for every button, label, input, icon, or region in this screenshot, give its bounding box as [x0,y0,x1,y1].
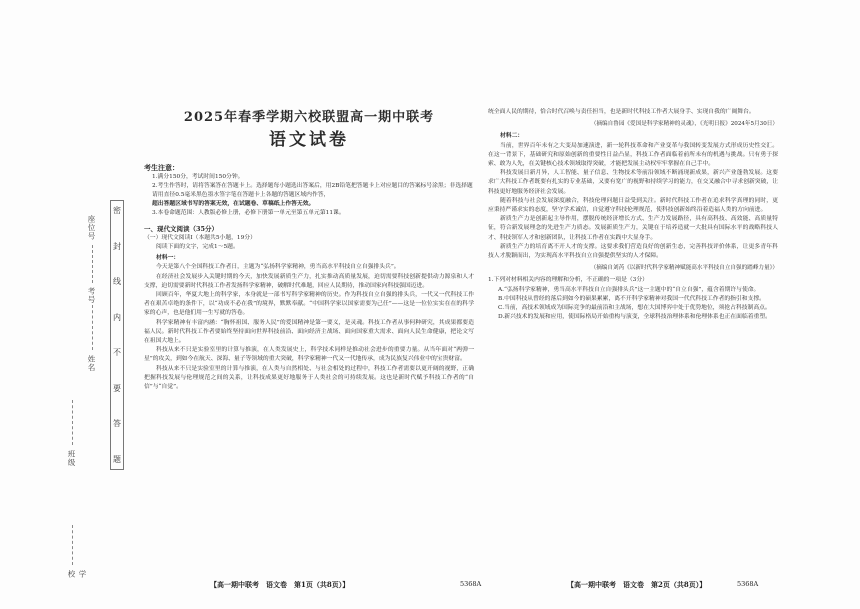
seal-char: 答 [113,419,121,429]
answer-option: B.中国科技从曾经的落后到如今的硕果累累，离不开科学家精神对我国一代代科技工作者的指引和支撑。 [498,295,765,302]
exam-notice [144,163,474,218]
paragraph: 新质生产力的培育离不开人才的支撑。这要求我们营造良好的创新生态，完善科技评价体系，让更多青年科技人才脱颖而出，为实现高水平科技自立自强提供坚实的人才保障。 [488,243,778,260]
footer-label: 【高一期中联考 语文卷 第2页（共8页）】 [567,580,707,589]
paragraph: 回顾百年，华夏大地上的科学家，本身就是一部书写科学家精神的历史。作为科技自立自强的排头兵，一代又一代科技工作者在艰苦卓绝的条件下，以“功成不必在我”的境界，默默奉献。“中国科学家以国家需要为己任”——这是一位位实实在在的科学家的心声，也是他们用一生写就的答卷。 [144,292,474,317]
school-line [72,525,73,565]
name-label: 姓名 [87,355,96,372]
seal-char: 题 [113,454,121,464]
class-line [72,400,73,445]
class-label: 班级 [67,450,76,467]
seal-char: 线 [113,277,121,287]
question-stem: 1.下列对材料相关内容的理解和分析，不正确的一项是（3分） [488,277,648,284]
seal-char: 密 [113,206,121,215]
notice-item: 3.本卷命题范围：人教版必修上册，必修下册第一单元至第五单元第11课。 [152,210,345,217]
answer-option: C.当前，高技术领域成为国际竞争的最前沿和主战场，想在大国博弈中处于优势地位，须抢占科技制高点。 [498,305,771,312]
paragraph: 统全面人民的期待，恰合时代召唤与责任担当，也是新时代科技工作者大展身手、实现自我的广阔舞台。 [488,109,755,115]
paragraph: 今天是第八个全国科技工作者日，主题为“弘扬科学家精神，勇当高水平科技自立自强排头兵”。 [156,264,400,271]
paragraph: 新质生产力是创新起主导作用，摆脱传统经济增长方式、生产力发展路径，具有高科技、高效能、高质量特征，符合新发展理念的先进生产力质态。发展新质生产力，关键在于培养造就一大批具有国际水平的战略科技人才、科技领军人才和创新团队，让科技工作者在实践中大显身手。 [488,216,778,241]
instruction: 阅读下面的文字，完成1～5题。 [156,244,239,251]
paragraph: 科技从来不只是实验室里的计算与推演，在人类与自然相处、与社会相处的过程中，科技工作者需要以更开阔的视野，正确把握科技发展与伦理规范之间的关系，让科技成果更好地服务于人类社会的可持续发展。这也是新时代赋予科技工作者的“自信”与“自觉”。 [144,365,474,391]
notice-item: 2.考生作答时，请将答案答在答题卡上。选择题每小题选出答案后，用2B铅笔把答题卡上对应题目的答案标号涂黑；非选择题请用直径0.5毫米黑色墨水签字笔在答题卡上各题的答题区域内作答， [152,182,473,199]
material-heading: 材料一： [156,255,180,262]
seal-char: 封 [113,241,121,251]
exam-number-line [92,245,93,283]
notice-item-emphasis: 超出答题区域书写的答案无效，在试题卷、草稿纸上作答无效。 [152,201,315,208]
paragraph: 科技从来不只是实验室里的计算与推演，在人类发展史上，科学技术同样是推动社会进步的重要力量。从当年面对“两弹一星”的攻关，到如今在航天、深海、量子等领域的重大突破，科学家精神一代又一代地传承，成为民族复兴伟业中的宝贵财富。 [144,347,474,363]
paragraph: 当前，世界百年未有之大变局加速演进，新一轮科技革命和产业变革与我国转变发展方式形成历史性交汇。在这一背景下，基础研究和原始创新的重要性日益凸显，科技工作者面临着前所未有的机遇与挑战。只有勇于探索、敢为人先，在关键核心技术领域取得突破，才能把发展主动权牢牢掌握在自己手中。 [488,142,778,168]
exam-number-label: 考号 [87,287,96,304]
seat-number-label: 座位号 [87,215,96,241]
notice-heading: 考生注意： [144,163,179,173]
right-page [488,108,778,322]
seal-line-box [110,200,124,470]
subject-title: 语文试卷 [269,130,349,151]
notice-item: 1.满分150分，考试时间150分钟。 [152,173,244,180]
source-citation: （摘编自刘芮《以新时代科学家精神赋能高水平科技自立自强的踏峰力量》） [590,265,778,272]
footer-code: 5368A [460,580,482,588]
school-label: 学校 [67,570,87,579]
section-1 [144,225,474,393]
paragraph: 科学家精神有丰富内涵：“胸怀祖国、服务人民”的爱国精神是第一要义，是灵魂。科技工作者从事何种研究，其成果都要造福人民。新时代科技工作者要始终坚持面向世界科技前沿、面向经济主战场、面向国家重大需求、面向人民生命健康，把论文写在祖国大地上。 [144,319,474,345]
name-line [92,305,93,350]
section-heading: 一、现代文阅读（35分） [144,224,219,233]
footer-code: 5368A [737,580,759,588]
paragraph: 科技发展日新月异，人工智能、量子信息、生物技术等前沿领域不断涌现新成果，新兴产业蓬勃发展。这要求广大科技工作者既要有扎实的专业基础，又要有宽广的视野和持续学习的能力，在交叉融合中寻求创新突破，让科技更好地服务经济社会发展。 [488,170,778,195]
seal-char: 不 [113,348,121,358]
source-citation: （摘编自鲁园《爱国是科学家精神的灵魂》，《光明日报》2024年5月30日） [590,121,778,128]
material-heading: 材料二： [500,133,524,140]
page-footer-right [567,580,759,590]
page-footer-left [210,580,482,590]
paragraph: 随着科技与社会发展深度融合，科技伦理问题日益受到关注。新时代科技工作者在追求科学真理的同时，更应秉持严谨求实的态度，坚守学术诚信，自觉遵守科技伦理规范，使科技创新始终沿着造福人类的方向前进。 [488,197,778,214]
paragraph: 在经济社会发展步入关键时期的今天，加快发展新质生产力，扎实推动高质量发展，迫切需要科技创新提供动力源泉和人才支撑，迫切需要新时代科技工作者发扬科学家精神，破解时代难题，回应人民期待，推动国家向科技强国迈进。 [144,273,474,289]
exam-title: 2025年春季学期六校联盟高一期中联考 [183,110,435,125]
footer-label: 【高一期中联考 语文卷 第1页（共8页）】 [210,580,350,589]
answer-option: D.新兴技术的发展和应用，使国际格局开始重构与演变，全球科技治理体系和伦理体系也正在面临着重塑。 [498,314,771,321]
seal-char: 内 [113,312,121,322]
seal-char: 要 [113,383,121,393]
left-page [144,95,474,392]
answer-option: A.“弘扬科学家精神，勇当高水平科技自立自强排头兵”这一主题中的“自立自强”，蕴含着期许与使命。 [498,286,760,293]
subsection-heading: （一）现代文阅读Ⅰ（本题共5小题，19分） [144,234,256,241]
